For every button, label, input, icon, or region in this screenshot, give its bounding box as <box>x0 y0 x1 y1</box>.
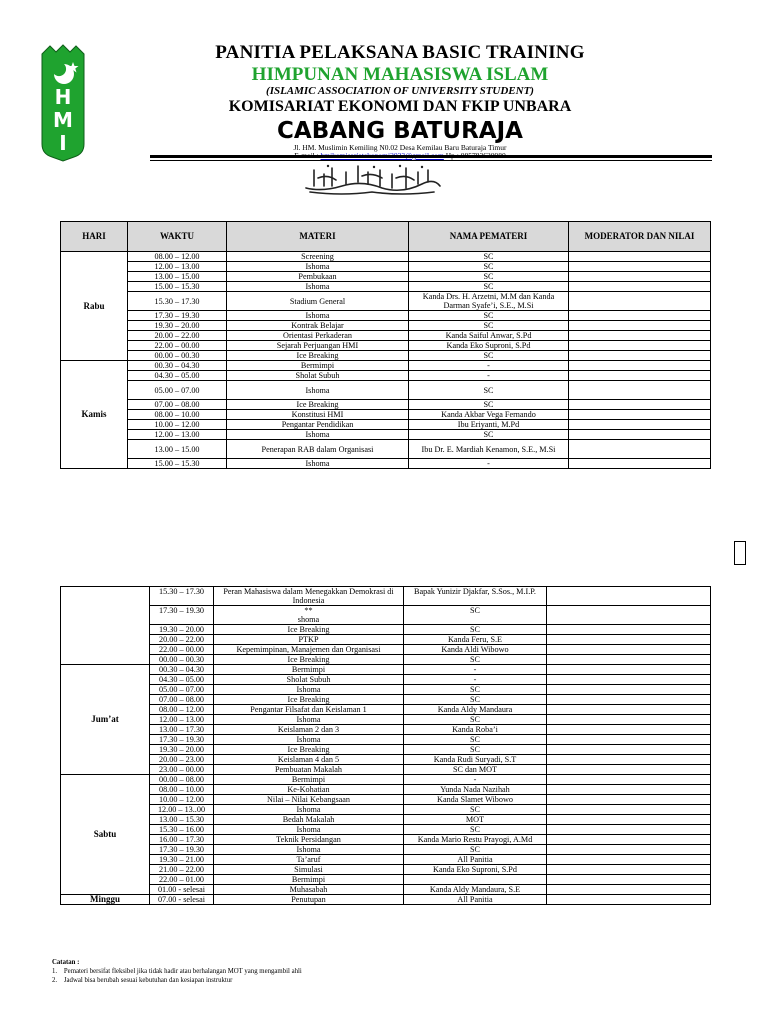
cell-materi: Peran Mahasiswa dalam Menegakkan Demokrasi di Indonesia <box>214 587 404 606</box>
cell-moderator <box>547 765 711 775</box>
cell-waktu: 20.00 – 23.00 <box>150 755 214 765</box>
cell-moderator <box>547 587 711 606</box>
cell-moderator <box>547 865 711 875</box>
cell-waktu: 19.30 – 20.00 <box>150 745 214 755</box>
cell-waktu: 17.30 – 19.30 <box>150 735 214 745</box>
cell-moderator <box>547 695 711 705</box>
cell-moderator <box>547 725 711 735</box>
cell-pemateri: SC <box>409 262 569 272</box>
cell-waktu: 16.00 – 17.30 <box>150 835 214 845</box>
cell-materi: Bermimpi <box>227 361 409 371</box>
table-row <box>61 361 711 371</box>
cell-waktu: 15.30 – 16.00 <box>150 825 214 835</box>
cell-waktu: 17.30 – 19.30 <box>128 311 227 321</box>
page-marker-box <box>734 541 746 565</box>
cell-materi: Ice Breaking <box>227 351 409 361</box>
cell-pemateri: Kanda Rudi Suryadi, S.T <box>404 755 547 765</box>
col-waktu: WAKTU <box>128 222 227 252</box>
cell-materi: Pengantar Pendidikan <box>227 420 409 430</box>
table-row <box>61 587 711 606</box>
cell-materi: ** shoma <box>214 606 404 625</box>
cell-materi: Ishoma <box>227 430 409 440</box>
cell-pemateri: SC <box>404 655 547 665</box>
col-moderator: MODERATOR DAN NILAI <box>569 222 711 252</box>
cell-moderator <box>547 715 711 725</box>
table-row <box>61 825 711 835</box>
cell-moderator <box>547 805 711 815</box>
table-row <box>61 745 711 755</box>
cell-materi: Pembuatan Makalah <box>214 765 404 775</box>
cell-waktu: 15.30 – 17.30 <box>150 587 214 606</box>
address-line: Jl. HM. Muslimin Kemiling N0.02 Desa Kemilau Baru Baturaja Timur <box>293 143 507 152</box>
logo-letter-h: H <box>54 85 72 109</box>
cell-materi: Ishoma <box>227 311 409 321</box>
cell-moderator <box>569 282 711 292</box>
cell-waktu: 10.00 – 12.00 <box>150 795 214 805</box>
cell-moderator <box>547 705 711 715</box>
cell-pemateri: - <box>404 775 547 785</box>
cell-moderator <box>569 331 711 341</box>
cell-pemateri: Kanda Aldy Mandaura, S.E <box>404 885 547 895</box>
table-row <box>61 805 711 815</box>
org-committee-title: PANITIA PELAKSANA BASIC TRAINING <box>215 42 585 63</box>
day-minggu: Minggu <box>61 895 150 905</box>
cell-waktu: 12.00 – 13.00 <box>150 715 214 725</box>
cell-waktu: 12.00 – 13.00 <box>128 430 227 440</box>
cell-moderator <box>547 835 711 845</box>
table-row <box>61 430 711 440</box>
cell-pemateri: SC <box>404 845 547 855</box>
table-row <box>61 735 711 745</box>
cell-waktu: 21.00 – 22.00 <box>150 865 214 875</box>
table-row <box>61 282 711 292</box>
cell-pemateri <box>404 875 547 885</box>
cell-materi: Kepemimpinan, Manajemen dan Organisasi <box>214 645 404 655</box>
cell-waktu: 15.00 – 15.30 <box>128 282 227 292</box>
cell-moderator <box>569 459 711 469</box>
cell-pemateri: Kanda Mario Restu Prayogi, A.Md <box>404 835 547 845</box>
cell-pemateri: Kanda Eko Suproni, S.Pd <box>409 341 569 351</box>
cell-moderator <box>547 845 711 855</box>
logo-letter-m: M <box>53 108 73 132</box>
cell-waktu: 01.00 - selesai <box>150 885 214 895</box>
table-row <box>61 262 711 272</box>
cell-pemateri: - <box>409 459 569 469</box>
cell-moderator <box>569 272 711 282</box>
cell-waktu: 04.30 – 05.00 <box>150 675 214 685</box>
table-row <box>61 341 711 351</box>
cell-moderator <box>547 775 711 785</box>
cell-waktu: 08.00 – 12.00 <box>128 252 227 262</box>
cell-materi: Bermimpi <box>214 875 404 885</box>
cell-materi: Ice Breaking <box>214 695 404 705</box>
cell-waktu: 22.00 – 00.00 <box>150 645 214 655</box>
schedule-table-1 <box>60 221 711 469</box>
cell-pemateri: Ibu Dr. E. Mardiah Kenamon, S.E., M.Si <box>409 440 569 459</box>
cell-waktu: 17.30 – 19.30 <box>150 845 214 855</box>
cell-moderator <box>569 351 711 361</box>
cell-materi: Screening <box>227 252 409 262</box>
cell-waktu: 05.00 – 07.00 <box>128 381 227 400</box>
cell-pemateri: Bapak Yunizir Djakfar, S.Sos., M.I.P. <box>404 587 547 606</box>
table-row <box>61 459 711 469</box>
cell-materi: Ishoma <box>214 735 404 745</box>
email-label: E-mail : <box>294 151 321 160</box>
cell-waktu: 00.30 – 04.30 <box>150 665 214 675</box>
cell-waktu: 10.00 – 12.00 <box>128 420 227 430</box>
schedule-table-2 <box>60 586 711 905</box>
cell-moderator <box>547 735 711 745</box>
cell-pemateri: Kanda Eko Suproni, S.Pd <box>404 865 547 875</box>
table-row <box>61 855 711 865</box>
cell-waktu: 08.00 – 10.00 <box>150 785 214 795</box>
cell-materi: Bedah Makalah <box>214 815 404 825</box>
cell-materi: Ishoma <box>214 715 404 725</box>
org-name: HIMPUNAN MAHASISWA ISLAM <box>251 64 549 85</box>
cell-materi: Keislaman 4 dan 5 <box>214 755 404 765</box>
cell-moderator <box>547 815 711 825</box>
cell-materi: Muhasabah <box>214 885 404 895</box>
cell-waktu: 07.00 – 08.00 <box>128 400 227 410</box>
table-row <box>61 695 711 705</box>
table-row <box>61 420 711 430</box>
cell-pemateri: Kanda Akbar Vega Fernando <box>409 410 569 420</box>
cell-pemateri: Kanda Saiful Anwar, S.Pd <box>409 331 569 341</box>
cell-waktu: 12.00 – 13.00 <box>128 262 227 272</box>
cell-pemateri: SC <box>409 252 569 262</box>
cell-moderator <box>547 665 711 675</box>
table-row <box>61 321 711 331</box>
cell-pemateri: Kanda Roba’i <box>404 725 547 735</box>
cell-materi: Stadium General <box>227 292 409 311</box>
cell-waktu: 00.00 – 00.30 <box>150 655 214 665</box>
cell-materi: Ke-Kohatian <box>214 785 404 795</box>
cell-pemateri: SC <box>409 351 569 361</box>
phone-number: Hp : 085783620980 <box>443 151 506 160</box>
cell-moderator <box>569 420 711 430</box>
col-hari: HARI <box>61 222 128 252</box>
cell-pemateri: SC <box>404 745 547 755</box>
table-row <box>61 381 711 400</box>
table-row <box>61 311 711 321</box>
cell-moderator <box>569 440 711 459</box>
cell-pemateri: SC <box>409 400 569 410</box>
cell-materi: Ta’aruf <box>214 855 404 865</box>
table-header-row <box>61 222 711 252</box>
table-row <box>61 895 711 905</box>
cell-waktu: 07.00 - selesai <box>150 895 214 905</box>
cell-moderator <box>547 606 711 625</box>
cell-pemateri: SC <box>409 430 569 440</box>
cell-moderator <box>569 252 711 262</box>
cell-materi: Bermimpi <box>214 775 404 785</box>
cell-pemateri: - <box>404 675 547 685</box>
cell-pemateri: Kanda Aldy Mandaura <box>404 705 547 715</box>
cell-moderator <box>547 795 711 805</box>
table-row <box>61 252 711 262</box>
cell-materi: Bermimpi <box>214 665 404 675</box>
table-row <box>61 845 711 855</box>
cell-waktu: 04.30 – 05.00 <box>128 371 227 381</box>
cell-pemateri: SC <box>409 272 569 282</box>
table-row <box>61 606 711 625</box>
commissariat-name: KOMISARIAT EKONOMI DAN FKIP UNBARA <box>228 98 572 115</box>
cell-pemateri: SC <box>404 735 547 745</box>
day-kamis: Kamis <box>61 361 128 469</box>
cell-pemateri: SC <box>409 311 569 321</box>
cell-pemateri: - <box>409 361 569 371</box>
cell-moderator <box>547 655 711 665</box>
cell-materi: Nilai – Nilai Kebangsaan <box>214 795 404 805</box>
cell-moderator <box>547 895 711 905</box>
header-rule-thick <box>150 155 712 158</box>
cell-waktu: 20.00 – 22.00 <box>128 331 227 341</box>
cell-waktu: 23.00 – 00.00 <box>150 765 214 775</box>
table-row <box>61 351 711 361</box>
table-row <box>61 410 711 420</box>
cell-pemateri: SC <box>404 825 547 835</box>
day-sabtu: Sabtu <box>61 775 150 895</box>
cell-moderator <box>547 885 711 895</box>
cell-materi: Ishoma <box>227 459 409 469</box>
logo-letter-i: I <box>59 131 67 155</box>
cell-waktu: 00.30 – 04.30 <box>128 361 227 371</box>
notes-title: Catatan : <box>52 959 80 966</box>
hmi-logo <box>40 44 86 162</box>
cell-materi: Simulasi <box>214 865 404 875</box>
table-row <box>61 755 711 765</box>
table-row <box>61 885 711 895</box>
table-row <box>61 665 711 675</box>
cell-moderator <box>547 675 711 685</box>
table-row <box>61 765 711 775</box>
cell-waktu: 19.30 – 20.00 <box>128 321 227 331</box>
cell-moderator <box>569 361 711 371</box>
cell-waktu: 20.00 – 22.00 <box>150 635 214 645</box>
col-materi: MATERI <box>227 222 409 252</box>
cell-materi: Penerapan RAB dalam Organisasi <box>227 440 409 459</box>
cell-pemateri: SC <box>404 715 547 725</box>
cell-materi: Teknik Persidangan <box>214 835 404 845</box>
cell-moderator <box>547 635 711 645</box>
table-row <box>61 775 711 785</box>
cell-waktu: 08.00 – 10.00 <box>128 410 227 420</box>
table-row <box>61 625 711 635</box>
org-name-english: (ISLAMIC ASSOCIATION OF UNIVERSITY STUDENT) <box>266 85 534 97</box>
table-row <box>61 635 711 645</box>
cell-pemateri: - <box>409 371 569 381</box>
cell-materi: Pembukaan <box>227 272 409 282</box>
cell-pemateri: Yunda Nada Nazihah <box>404 785 547 795</box>
cell-moderator <box>547 855 711 865</box>
cell-materi: Keislaman 2 dan 3 <box>214 725 404 735</box>
cell-moderator <box>569 371 711 381</box>
table-row <box>61 715 711 725</box>
col-nama-pemateri: NAMA PEMATERI <box>409 222 569 252</box>
cell-moderator <box>547 875 711 885</box>
branch-name: CABANG BATURAJA <box>277 118 523 144</box>
cell-moderator <box>569 321 711 331</box>
table-row <box>61 675 711 685</box>
cell-pemateri: Kanda Feru, S.E <box>404 635 547 645</box>
cell-materi: Kontrak Belajar <box>227 321 409 331</box>
table-row <box>61 875 711 885</box>
cell-materi: Ice Breaking <box>214 625 404 635</box>
table-row <box>61 331 711 341</box>
cell-moderator <box>569 381 711 400</box>
cell-pemateri: MOT <box>404 815 547 825</box>
cell-moderator <box>569 410 711 420</box>
cell-pemateri: SC <box>404 695 547 705</box>
cell-moderator <box>547 645 711 655</box>
table-row <box>61 785 711 795</box>
cell-pemateri: SC dan MOT <box>404 765 547 775</box>
cell-waktu: 13.00 – 17.30 <box>150 725 214 735</box>
cell-pemateri: All Panitia <box>404 855 547 865</box>
table-row <box>61 865 711 875</box>
day-cell-empty <box>61 587 150 665</box>
table-row <box>61 272 711 282</box>
cell-pemateri: Kanda Slamet Wibowo <box>404 795 547 805</box>
cell-pemateri: SC <box>409 282 569 292</box>
cell-materi: Ishoma <box>227 381 409 400</box>
table-row <box>61 705 711 715</box>
cell-materi: Orientasi Perkaderan <box>227 331 409 341</box>
table-row <box>61 795 711 805</box>
bismillah-calligraphy <box>302 162 444 196</box>
table-row <box>61 645 711 655</box>
cell-moderator <box>569 400 711 410</box>
cell-materi: Konstitusi HMI <box>227 410 409 420</box>
cell-waktu: 19.30 – 20.00 <box>150 625 214 635</box>
table-row <box>61 835 711 845</box>
cell-pemateri: - <box>404 665 547 675</box>
cell-moderator <box>569 341 711 351</box>
cell-waktu: 12.00 – 13..00 <box>150 805 214 815</box>
table-row <box>61 292 711 311</box>
cell-pemateri: SC <box>404 685 547 695</box>
note-item: 2. Jadwal bisa berubah sesuai kebutuhan dan kesiapan instruktur <box>52 977 233 984</box>
table-row <box>61 371 711 381</box>
cell-materi: Penutupan <box>214 895 404 905</box>
cell-pemateri: SC <box>404 606 547 625</box>
cell-waktu: 22.00 – 01.00 <box>150 875 214 885</box>
cell-waktu: 13.00 – 15.00 <box>128 272 227 282</box>
cell-waktu: 17.30 – 19.30 <box>150 606 214 625</box>
table-row <box>61 815 711 825</box>
cell-moderator <box>547 625 711 635</box>
header-rule-thin <box>150 160 712 161</box>
cell-moderator <box>547 785 711 795</box>
cell-moderator <box>547 755 711 765</box>
cell-materi: Sholat Subuh <box>214 675 404 685</box>
note-item: 1. Pemateri bersifat fleksibel jika tidak hadir atau berhalangan MOT yang mengambil ahli <box>52 968 302 975</box>
day-jumat: Jum’at <box>61 665 150 775</box>
cell-waktu: 15.00 – 15.30 <box>128 459 227 469</box>
cell-pemateri: SC <box>409 321 569 331</box>
cell-moderator <box>547 685 711 695</box>
table-row <box>61 725 711 735</box>
cell-pemateri: SC <box>409 381 569 400</box>
cell-materi: Ishoma <box>214 825 404 835</box>
cell-moderator <box>547 825 711 835</box>
email-link[interactable]: hmikomisariatekonomi2023@gmail.com <box>320 151 444 160</box>
cell-pemateri: Ibu Eriyanti, M.Pd <box>409 420 569 430</box>
cell-pemateri: Kanda Aldi Wibowo <box>404 645 547 655</box>
cell-materi: Ice Breaking <box>214 655 404 665</box>
cell-materi: Pengantar Filsafat dan Keislaman 1 <box>214 705 404 715</box>
day-rabu: Rabu <box>61 252 128 361</box>
cell-materi: Sholat Subuh <box>227 371 409 381</box>
cell-materi: Ishoma <box>214 685 404 695</box>
cell-pemateri: SC <box>404 805 547 815</box>
cell-waktu: 00.00 – 08.00 <box>150 775 214 785</box>
cell-moderator <box>569 430 711 440</box>
cell-moderator <box>569 292 711 311</box>
cell-waktu: 13.00 – 15.00 <box>128 440 227 459</box>
table-row <box>61 400 711 410</box>
cell-materi: Ishoma <box>227 262 409 272</box>
cell-moderator <box>569 311 711 321</box>
cell-pemateri: Kanda Drs. H. Arzetni, M.M dan Kanda Darman Syafe’i, S.E., M.Si <box>409 292 569 311</box>
cell-waktu: 00.00 – 00.30 <box>128 351 227 361</box>
cell-waktu: 13.00 – 15.30 <box>150 815 214 825</box>
notes-block <box>52 958 302 985</box>
cell-materi: Ishoma <box>214 805 404 815</box>
table-row <box>61 685 711 695</box>
cell-materi: Sejarah Perjuangan HMI <box>227 341 409 351</box>
cell-waktu: 19.30 – 21.00 <box>150 855 214 865</box>
cell-waktu: 08.00 – 12.00 <box>150 705 214 715</box>
cell-materi: PTKP <box>214 635 404 645</box>
cell-moderator <box>569 262 711 272</box>
table-row <box>61 655 711 665</box>
cell-materi: Ishoma <box>214 845 404 855</box>
cell-materi: Ice Breaking <box>214 745 404 755</box>
table-row <box>61 440 711 459</box>
cell-materi: Ishoma <box>227 282 409 292</box>
cell-waktu: 05.00 – 07.00 <box>150 685 214 695</box>
cell-materi: Ice Breaking <box>227 400 409 410</box>
cell-pemateri: All Panitia <box>404 895 547 905</box>
cell-moderator <box>547 745 711 755</box>
cell-waktu: 07.00 – 08.00 <box>150 695 214 705</box>
cell-waktu: 22.00 – 00.00 <box>128 341 227 351</box>
cell-pemateri: SC <box>404 625 547 635</box>
cell-waktu: 15.30 – 17.30 <box>128 292 227 311</box>
